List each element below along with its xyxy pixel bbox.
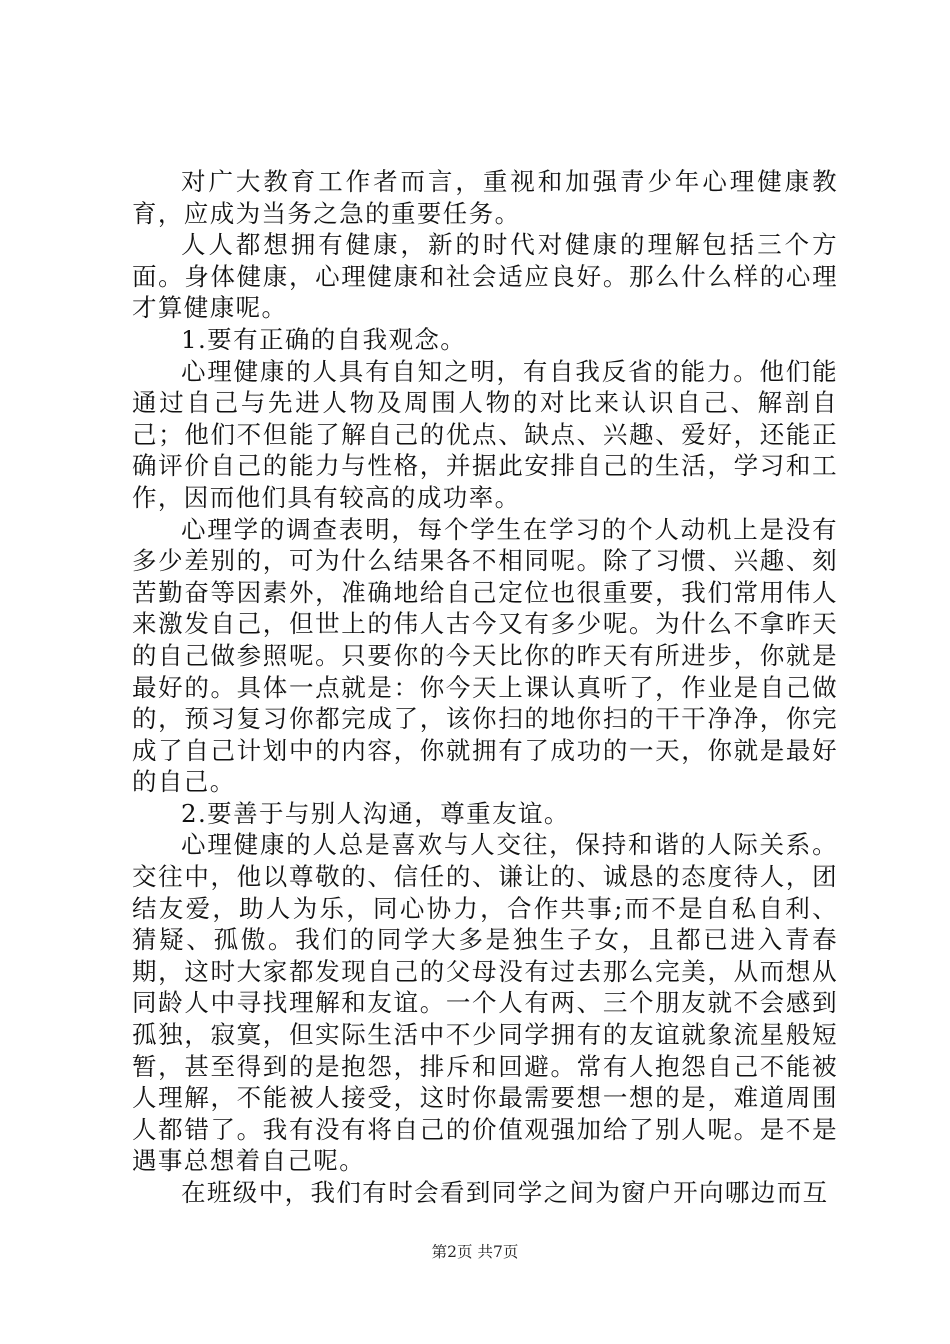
heading-self-concept: 1.要有正确的自我观念。 [181, 324, 467, 354]
paragraph-intro: 对广大教育工作者而言，重视和加强青少年心理健康教育，应成为当务之急的重要任务。 [132, 167, 838, 228]
paragraph-survey: 心理学的调查表明，每个学生在学习的个人动机上是没有多少差别的，可为什么结果各不相同呢。除了习惯、兴趣、刻苦勤奋等因素外，准确地给自己定位也很重要，我们常用伟人来激发自己，但世上的伟人古今又有多少呢。为什么不拿昨天的自己做参照呢。只要你的今天比你的昨天有所进步，你就是最好的。具体一点就是：你今天上课认真听了，作业是自己做的，预习复习你都完成了，该你扫的地你扫的干干净净，你完成了自己计划中的内容，你就拥有了成功的一天，你就是最好的自己。 [132, 514, 838, 797]
paragraph-classroom: 在班级中，我们有时会看到同学之间为窗户开向哪边而互 [181, 1178, 829, 1207]
paragraph-relationships: 心理健康的人总是喜欢与人交往，保持和谐的人际关系。交往中，他以尊敬的、信任的、谦让的、诚恳的态度待人，团结友爱，助人为乐，同心协力，合作共事;而不是自私自利、猜疑、孤傲。我们的同学大多是独生子女，且都已进入青春期，这时大家都发现自己的父母没有过去那么完美，从而想从同龄人中寻找理解和友谊。一个人有两、三个朋友就不会感到孤独，寂寞，但实际生活中不少同学拥有的友谊就象流星般短暂，甚至得到的是抱怨，排斥和回避。常有人抱怨自己不能被人理解，不能被人接受，这时你最需要想一想的是，难道周围人都错了。我有没有将自己的价值观强加给了别人呢。是不是遇事总想着自己呢。 [132, 830, 838, 1176]
body-text [132, 166, 838, 1209]
paragraph-self-awareness: 心理健康的人具有自知之明，有自我反省的能力。他们能通过自己与先进人物及周围人物的对比来认识自己、解剖自己；他们不但能了解自己的优点、缺点、兴趣、爱好，还能正确评价自己的能力与性格，并据此安排自己的生活，学习和工作，因而他们具有较高的成功率。 [132, 356, 838, 512]
heading-communication: 2.要善于与别人沟通，尊重友谊。 [181, 798, 570, 828]
paragraph-health-definition: 人人都想拥有健康，新的时代对健康的理解包括三个方面。身体健康，心理健康和社会适应良好。那么什么样的心理才算健康呢。 [132, 230, 838, 323]
page-number-footer: 第2页 共7页 [431, 1243, 519, 1261]
